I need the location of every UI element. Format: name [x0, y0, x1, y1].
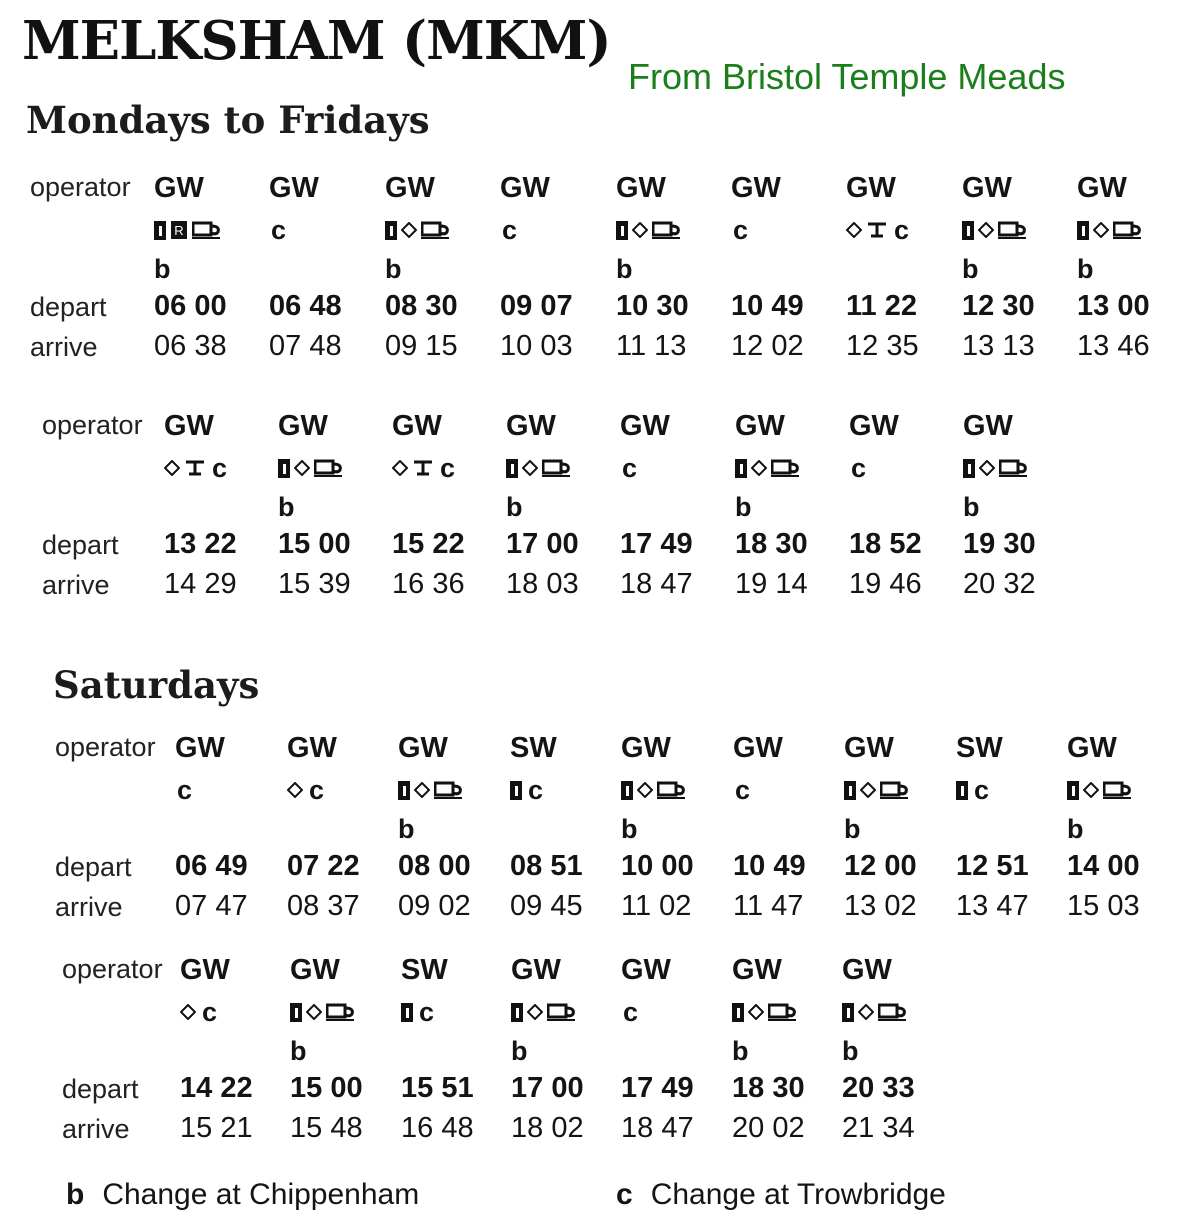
- train-facilities: [733, 774, 754, 806]
- first-class-icon: [278, 459, 290, 478]
- train-depart-time: 14 00: [1067, 850, 1140, 882]
- train-operator: GW: [180, 954, 230, 986]
- train-depart-time: 20 33: [842, 1072, 915, 1104]
- train-facilities: [956, 774, 993, 806]
- change-trowbridge-marker: c: [974, 774, 990, 805]
- train-operator: GW: [844, 732, 894, 764]
- train-arrive-time: 08 37: [287, 890, 360, 922]
- buffet-icon: [1103, 780, 1133, 800]
- first-class-icon: [1067, 781, 1079, 800]
- buffet-icon: [434, 780, 464, 800]
- first-class-icon: [1077, 221, 1089, 240]
- train-facilities: [385, 214, 455, 246]
- reservation-icon: [170, 220, 188, 240]
- train-facilities: [963, 452, 1033, 484]
- first-class-icon: [511, 1003, 523, 1022]
- train-depart-time: 08 30: [385, 290, 458, 322]
- train-arrive-time: 19 46: [849, 568, 922, 600]
- train-facilities: [621, 774, 691, 806]
- train-facilities: [398, 774, 468, 806]
- first-class-icon: [385, 221, 397, 240]
- change-trowbridge-marker: c: [419, 996, 435, 1027]
- train-arrive-time: 19 14: [735, 568, 808, 600]
- train-depart-time: 11 22: [846, 290, 917, 322]
- train-facilities: [1077, 214, 1147, 246]
- diamond-icon: [527, 1004, 543, 1020]
- train-facilities: [616, 214, 686, 246]
- train-arrive-time: 15 21: [180, 1112, 253, 1144]
- train-operator: GW: [842, 954, 892, 986]
- train-facilities: [506, 452, 576, 484]
- train-operator: GW: [392, 410, 442, 442]
- change-trowbridge-marker: c: [271, 214, 287, 245]
- train-depart-time: 12 51: [956, 850, 1029, 882]
- train-depart-time: 15 00: [278, 528, 351, 560]
- sleeper-icon: [412, 459, 434, 477]
- change-trowbridge-marker: c: [502, 214, 518, 245]
- change-trowbridge-marker: c: [440, 452, 456, 483]
- change-trowbridge-marker: c: [309, 774, 325, 805]
- train-operator: GW: [290, 954, 340, 986]
- train-depart-time: 10 49: [733, 850, 806, 882]
- train-facilities: [620, 452, 641, 484]
- train-arrive-time: 18 03: [506, 568, 579, 600]
- train-depart-time: 08 00: [398, 850, 471, 882]
- train-arrive-time: 11 47: [733, 890, 804, 922]
- first-class-icon: [963, 459, 975, 478]
- change-trowbridge-marker: c: [528, 774, 544, 805]
- first-class-icon: [621, 781, 633, 800]
- train-arrive-time: 12 02: [731, 330, 804, 362]
- buffet-icon: [768, 1002, 798, 1022]
- diamond-icon: [637, 782, 653, 798]
- train-arrive-time: 09 45: [510, 890, 583, 922]
- train-operator: GW: [1077, 172, 1127, 204]
- buffet-icon: [421, 220, 451, 240]
- sleeper-icon: [866, 221, 888, 239]
- first-class-icon: [506, 459, 518, 478]
- diamond-icon: [164, 460, 180, 476]
- train-depart-time: 12 00: [844, 850, 917, 882]
- train-arrive-time: 21 34: [842, 1112, 915, 1144]
- train-facilities: [175, 774, 196, 806]
- train-operator: GW: [385, 172, 435, 204]
- train-change-note: b: [398, 814, 415, 844]
- train-operator: SW: [510, 732, 557, 764]
- train-depart-time: 10 49: [731, 290, 804, 322]
- change-trowbridge-marker: c: [202, 996, 218, 1027]
- train-facilities: [278, 452, 348, 484]
- train-change-note: b: [962, 254, 979, 284]
- footnote-b: [66, 1178, 419, 1212]
- train-depart-time: 10 00: [621, 850, 694, 882]
- buffet-icon: [999, 458, 1029, 478]
- train-change-note: b: [506, 492, 523, 522]
- train-facilities: [287, 774, 328, 806]
- train-operator: GW: [175, 732, 225, 764]
- train-operator: SW: [401, 954, 448, 986]
- train-facilities: [962, 214, 1032, 246]
- buffet-icon: [542, 458, 572, 478]
- train-operator: GW: [511, 954, 561, 986]
- train-depart-time: 19 30: [963, 528, 1036, 560]
- train-operator: GW: [621, 954, 671, 986]
- footnote-key: c: [616, 1178, 633, 1211]
- train-depart-time: 14 22: [180, 1072, 253, 1104]
- train-facilities: [731, 214, 752, 246]
- train-arrive-time: 11 02: [621, 890, 692, 922]
- operator-row-label: operator: [55, 732, 156, 762]
- diamond-icon: [414, 782, 430, 798]
- section-heading-weekdays: Mondays to Fridays: [26, 98, 430, 142]
- train-change-note: b: [154, 254, 171, 284]
- train-arrive-time: 07 48: [269, 330, 342, 362]
- diamond-icon: [846, 222, 862, 238]
- train-depart-time: 07 22: [287, 850, 360, 882]
- first-class-icon: [844, 781, 856, 800]
- train-facilities: [401, 996, 438, 1028]
- train-change-note: b: [385, 254, 402, 284]
- train-arrive-time: 13 46: [1077, 330, 1150, 362]
- first-class-icon: [510, 781, 522, 800]
- train-arrive-time: 10 03: [500, 330, 573, 362]
- train-facilities: [842, 996, 912, 1028]
- train-arrive-time: 16 36: [392, 568, 465, 600]
- train-operator: GW: [733, 732, 783, 764]
- train-operator: GW: [846, 172, 896, 204]
- route-subtitle: From Bristol Temple Meads: [628, 56, 1066, 97]
- arrive-row-label: arrive: [30, 332, 98, 362]
- buffet-icon: [878, 1002, 908, 1022]
- footnote-text: Change at Trowbridge: [650, 1178, 946, 1211]
- sleeper-icon: [184, 459, 206, 477]
- change-trowbridge-marker: c: [733, 214, 749, 245]
- first-class-icon: [290, 1003, 302, 1022]
- train-arrive-time: 18 47: [620, 568, 693, 600]
- diamond-icon: [858, 1004, 874, 1020]
- train-facilities: [269, 214, 290, 246]
- change-trowbridge-marker: c: [623, 996, 639, 1027]
- train-depart-time: 18 52: [849, 528, 922, 560]
- train-arrive-time: 18 47: [621, 1112, 694, 1144]
- first-class-icon: [842, 1003, 854, 1022]
- train-arrive-time: 09 15: [385, 330, 458, 362]
- train-depart-time: 06 48: [269, 290, 342, 322]
- train-facilities: [500, 214, 521, 246]
- train-depart-time: 17 00: [511, 1072, 584, 1104]
- train-operator: GW: [398, 732, 448, 764]
- train-change-note: b: [1067, 814, 1084, 844]
- train-operator: GW: [849, 410, 899, 442]
- train-depart-time: 18 30: [732, 1072, 805, 1104]
- first-class-icon: [401, 1003, 413, 1022]
- svg-text:R: R: [174, 223, 184, 238]
- train-change-note: b: [842, 1036, 859, 1066]
- train-operator: GW: [287, 732, 337, 764]
- diamond-icon: [401, 222, 417, 238]
- train-facilities: [732, 996, 802, 1028]
- diamond-icon: [632, 222, 648, 238]
- train-depart-time: 08 51: [510, 850, 583, 882]
- train-facilities: [735, 452, 805, 484]
- diamond-icon: [287, 782, 303, 798]
- operator-row-label: operator: [30, 172, 131, 202]
- change-trowbridge-marker: c: [735, 774, 751, 805]
- change-trowbridge-marker: c: [622, 452, 638, 483]
- change-trowbridge-marker: c: [212, 452, 228, 483]
- first-class-icon: [732, 1003, 744, 1022]
- train-operator: GW: [731, 172, 781, 204]
- buffet-icon: [314, 458, 344, 478]
- train-operator: GW: [154, 172, 204, 204]
- train-arrive-time: 16 48: [401, 1112, 474, 1144]
- train-facilities: [511, 996, 581, 1028]
- first-class-icon: [735, 459, 747, 478]
- footnote-c: [616, 1178, 946, 1212]
- first-class-icon: [616, 221, 628, 240]
- train-facilities: [1067, 774, 1137, 806]
- train-facilities: [392, 452, 459, 484]
- change-trowbridge-marker: c: [851, 452, 867, 483]
- train-arrive-time: 18 02: [511, 1112, 584, 1144]
- train-depart-time: 15 22: [392, 528, 465, 560]
- train-arrive-time: 20 32: [963, 568, 1036, 600]
- train-arrive-time: 13 47: [956, 890, 1029, 922]
- train-depart-time: 18 30: [735, 528, 808, 560]
- footnote-text: Change at Chippenham: [102, 1178, 420, 1211]
- diamond-icon: [979, 460, 995, 476]
- page-title: MELKSHAM (MKM): [22, 10, 611, 72]
- train-facilities: [180, 996, 221, 1028]
- diamond-icon: [978, 222, 994, 238]
- buffet-icon: [652, 220, 682, 240]
- train-depart-time: 17 49: [621, 1072, 694, 1104]
- diamond-icon: [751, 460, 767, 476]
- train-arrive-time: 15 48: [290, 1112, 363, 1144]
- train-depart-time: 06 49: [175, 850, 248, 882]
- section-heading-saturdays: Saturdays: [53, 663, 260, 707]
- train-arrive-time: 15 39: [278, 568, 351, 600]
- footnote-key: b: [66, 1178, 85, 1211]
- train-arrive-time: 09 02: [398, 890, 471, 922]
- diamond-icon: [180, 1004, 196, 1020]
- train-depart-time: 13 00: [1077, 290, 1150, 322]
- arrive-row-label: arrive: [42, 570, 110, 600]
- train-arrive-time: 13 02: [844, 890, 917, 922]
- first-class-icon: [956, 781, 968, 800]
- train-arrive-time: 13 13: [962, 330, 1035, 362]
- train-depart-time: 15 51: [401, 1072, 474, 1104]
- train-change-note: b: [616, 254, 633, 284]
- train-operator: SW: [956, 732, 1003, 764]
- train-depart-time: 12 30: [962, 290, 1035, 322]
- train-operator: GW: [500, 172, 550, 204]
- train-facilities: [154, 214, 226, 246]
- train-change-note: b: [278, 492, 295, 522]
- train-arrive-time: 07 47: [175, 890, 248, 922]
- change-trowbridge-marker: c: [177, 774, 193, 805]
- train-facilities: [621, 996, 642, 1028]
- first-class-icon: [962, 221, 974, 240]
- train-operator: GW: [1067, 732, 1117, 764]
- depart-row-label: depart: [42, 530, 119, 560]
- buffet-icon: [657, 780, 687, 800]
- train-operator: GW: [616, 172, 666, 204]
- buffet-icon: [547, 1002, 577, 1022]
- train-change-note: b: [290, 1036, 307, 1066]
- operator-row-label: operator: [42, 410, 143, 440]
- train-depart-time: 17 00: [506, 528, 579, 560]
- train-operator: GW: [164, 410, 214, 442]
- train-change-note: b: [1077, 254, 1094, 284]
- train-arrive-time: 11 13: [616, 330, 687, 362]
- train-depart-time: 17 49: [620, 528, 693, 560]
- train-facilities: [846, 214, 913, 246]
- train-depart-time: 10 30: [616, 290, 689, 322]
- diamond-icon: [860, 782, 876, 798]
- train-facilities: [290, 996, 360, 1028]
- arrive-row-label: arrive: [62, 1114, 130, 1144]
- operator-row-label: operator: [62, 954, 163, 984]
- depart-row-label: depart: [55, 852, 132, 882]
- train-depart-time: 06 00: [154, 290, 227, 322]
- arrive-row-label: arrive: [55, 892, 123, 922]
- train-change-note: b: [844, 814, 861, 844]
- diamond-icon: [294, 460, 310, 476]
- diamond-icon: [522, 460, 538, 476]
- train-facilities: [849, 452, 870, 484]
- train-change-note: b: [511, 1036, 528, 1066]
- train-arrive-time: 20 02: [732, 1112, 805, 1144]
- train-depart-time: 13 22: [164, 528, 237, 560]
- diamond-icon: [1093, 222, 1109, 238]
- buffet-icon: [880, 780, 910, 800]
- train-change-note: b: [732, 1036, 749, 1066]
- train-facilities: [510, 774, 547, 806]
- train-arrive-time: 14 29: [164, 568, 237, 600]
- depart-row-label: depart: [62, 1074, 139, 1104]
- buffet-icon: [998, 220, 1028, 240]
- buffet-icon: [1113, 220, 1143, 240]
- train-arrive-time: 15 03: [1067, 890, 1140, 922]
- train-operator: GW: [963, 410, 1013, 442]
- train-facilities: [844, 774, 914, 806]
- buffet-icon: [192, 220, 222, 240]
- change-trowbridge-marker: c: [894, 214, 910, 245]
- first-class-icon: [398, 781, 410, 800]
- diamond-icon: [1083, 782, 1099, 798]
- train-operator: GW: [620, 410, 670, 442]
- train-change-note: b: [963, 492, 980, 522]
- train-operator: GW: [735, 410, 785, 442]
- first-class-icon: [154, 221, 166, 240]
- train-depart-time: 15 00: [290, 1072, 363, 1104]
- train-arrive-time: 12 35: [846, 330, 919, 362]
- buffet-icon: [326, 1002, 356, 1022]
- buffet-icon: [771, 458, 801, 478]
- train-operator: GW: [732, 954, 782, 986]
- depart-row-label: depart: [30, 292, 107, 322]
- train-arrive-time: 06 38: [154, 330, 227, 362]
- train-operator: GW: [506, 410, 556, 442]
- train-operator: GW: [269, 172, 319, 204]
- diamond-icon: [306, 1004, 322, 1020]
- train-operator: GW: [278, 410, 328, 442]
- diamond-icon: [392, 460, 408, 476]
- train-depart-time: 09 07: [500, 290, 573, 322]
- diamond-icon: [748, 1004, 764, 1020]
- train-operator: GW: [621, 732, 671, 764]
- train-operator: GW: [962, 172, 1012, 204]
- train-facilities: [164, 452, 231, 484]
- train-change-note: b: [735, 492, 752, 522]
- train-change-note: b: [621, 814, 638, 844]
